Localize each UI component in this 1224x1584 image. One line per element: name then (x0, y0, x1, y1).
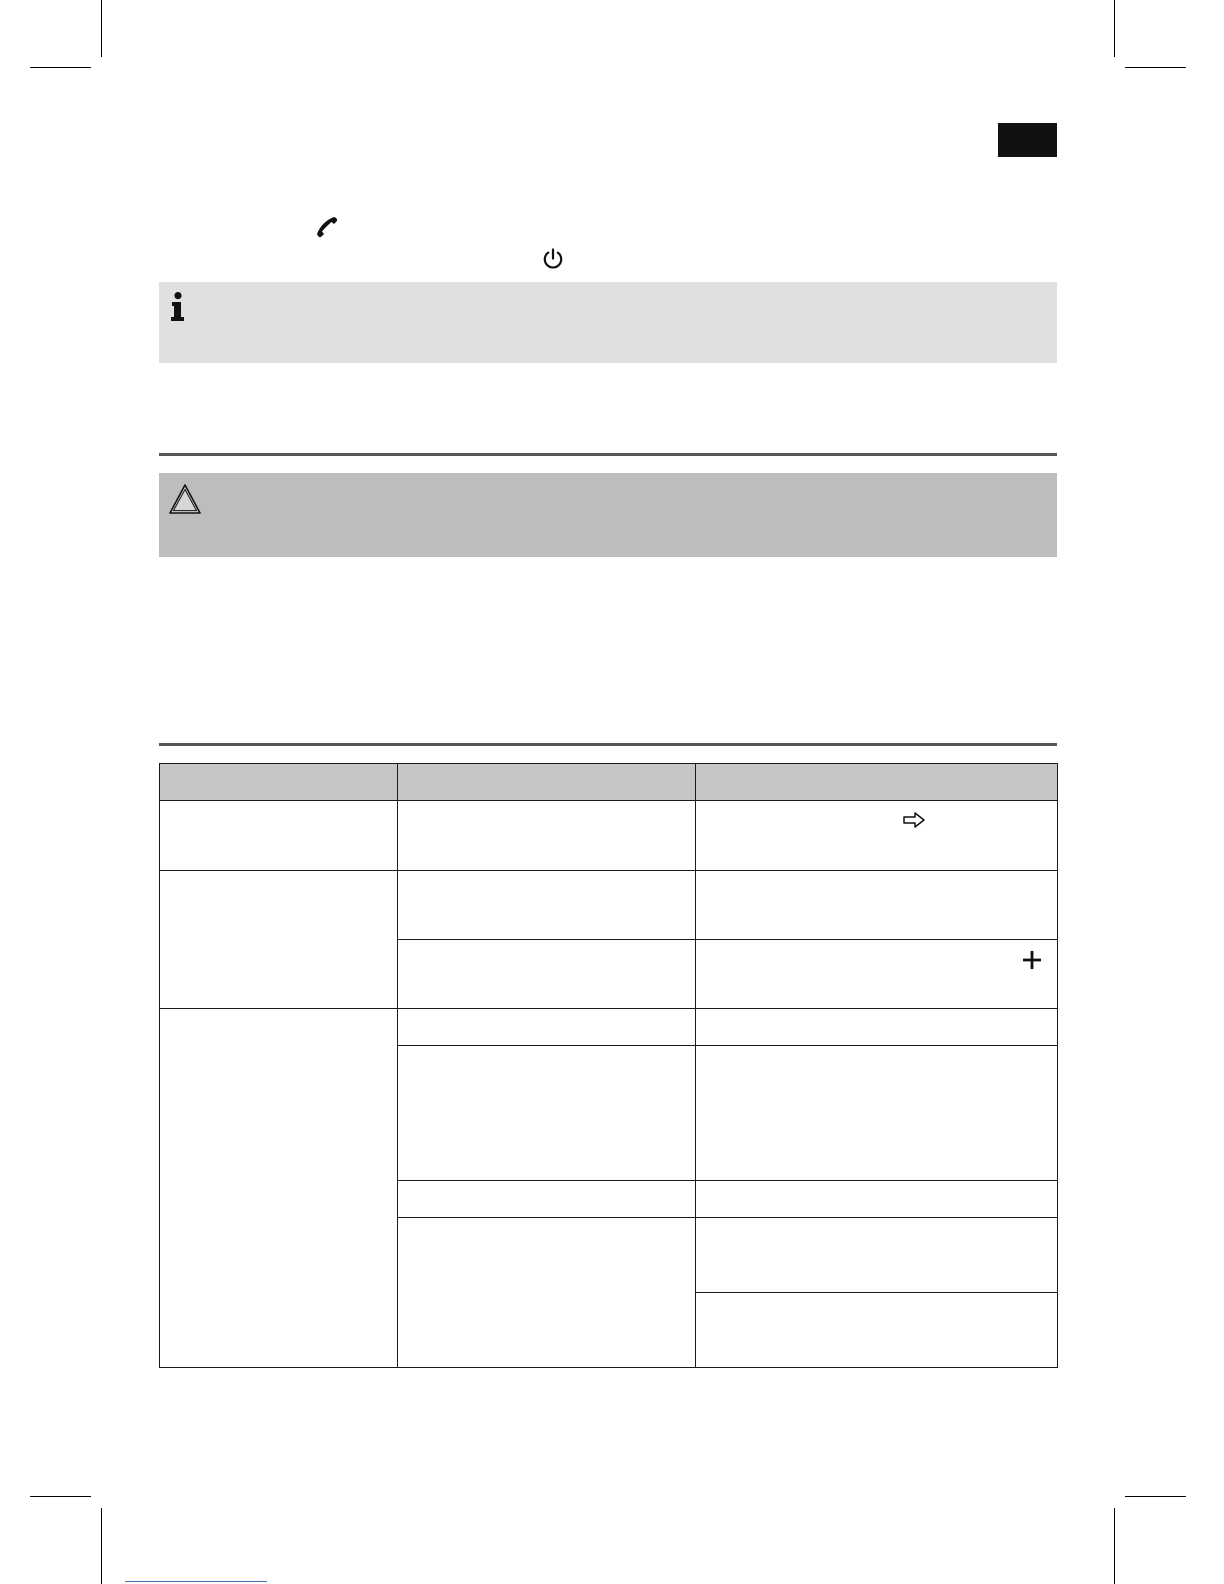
table-header-row (160, 764, 1058, 801)
table-header-cell (696, 764, 1058, 801)
cause-cell (398, 1218, 696, 1368)
solution-cell (696, 940, 1058, 1009)
crop-mark (30, 1496, 91, 1497)
warning-triangle-icon (167, 482, 203, 516)
cause-cell (398, 871, 696, 940)
cause-cell (398, 1009, 696, 1046)
solution-cell (696, 1181, 1058, 1218)
crop-mark (1114, 1508, 1115, 1584)
crop-mark (1125, 1496, 1186, 1497)
problem-cell (160, 1009, 398, 1368)
crop-mark (30, 67, 91, 68)
section-rule (159, 453, 1057, 456)
cause-cell (398, 1181, 696, 1218)
table-header-cell (160, 764, 398, 801)
footer-link-underline (125, 1581, 267, 1582)
solution-cell (696, 871, 1058, 940)
troubleshooting-table (159, 763, 1058, 1368)
cause-cell (398, 940, 696, 1009)
solution-cell (696, 1218, 1058, 1293)
warning-note-box (159, 473, 1057, 557)
crop-mark (1114, 0, 1115, 57)
cause-cell (398, 1046, 696, 1181)
table-row (160, 871, 1058, 940)
language-tab (998, 123, 1057, 157)
solution-cell (696, 801, 1058, 871)
problem-cell (160, 871, 398, 1009)
plus-icon (1022, 950, 1042, 970)
solution-cell (696, 1293, 1058, 1368)
section-rule (159, 743, 1057, 746)
crop-mark (101, 1508, 102, 1584)
problem-cell (160, 801, 398, 871)
cause-cell (398, 801, 696, 871)
table-row (160, 1009, 1058, 1046)
crop-mark (101, 0, 102, 57)
info-icon (169, 292, 187, 322)
phone-icon (316, 216, 340, 238)
power-icon (541, 247, 565, 271)
crop-mark (1125, 67, 1186, 68)
table-row (160, 801, 1058, 871)
table-header-cell (398, 764, 696, 801)
info-note-box (159, 282, 1057, 363)
solution-cell (696, 1009, 1058, 1046)
solution-cell (696, 1046, 1058, 1181)
hollow-arrow-right-icon (903, 812, 925, 828)
